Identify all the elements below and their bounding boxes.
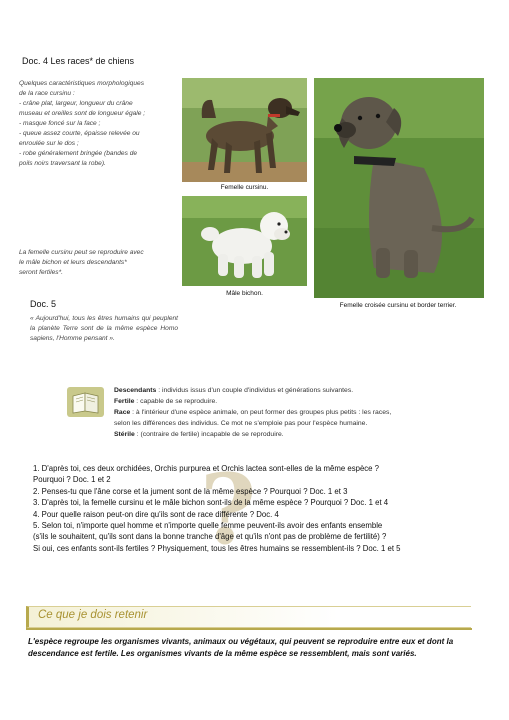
question-line: 4. Pour quelle raison peut-on dire qu'ils sont de race différente ? Doc. 4 [33,509,279,519]
question-line: Pourquoi ? Doc. 1 et 2 [33,475,111,485]
book-icon [67,387,104,417]
glossary-entry [114,429,454,440]
characteristic-line: - masque foncé sur la face ; [19,120,101,127]
characteristic-line: de la race cursinu : [19,90,75,97]
glossary [114,385,454,440]
glossary-entry [114,385,454,396]
characteristic-line: - queue assez courte, épaisse relevée ou [19,130,140,137]
glossary-term: Stérile [114,431,135,438]
question-line: 3. D'après toi, la femelle cursinu et le mâle bichon sont-ils de la même espèce ? Pourquoi ? Doc. 1 et 4 [33,498,389,508]
doc5-quote: « Aujourd'hui, tous les êtres humains qui peuplent la planète Terre sont de la même espèce Homo sapiens, l'Homme pensant ». [30,315,178,342]
cursinu-caption: Femelle cursinu. [220,184,269,191]
question-line: 1. D'après toi, ces deux orchidées, Orchis purpurea et Orchis lactea sont-elles de la même espèce ? [33,464,380,473]
question-line: 5. Selon toi, n'importe quel homme et n'importe quelle femme peuvent-ils avoir des enfants ensemble [33,521,383,531]
question-mark-icon: ? [200,453,257,566]
glossary-definition: : capable de se reproduire. [134,398,218,405]
glossary-definition: : individus issus d'un couple d'individus et générations suivantes. [156,387,354,394]
reproduction-text [19,248,177,278]
retenir-text: L'espèce regroupe les organismes vivants, animaux ou végétaux, qui peuvent se reproduire entre eux et dont la descendance est fertile. Les organismes vivants de la même espèce se ressemblent, mais sont variés. [28,637,454,658]
glossary-term: Descendants [114,387,157,394]
characteristic-line: poils noirs traversant la robe). [19,160,106,167]
question-line: (s'ils le souhaitent, qu'ils sont dans la bonne tranche d'âge et qu'ils n'ont pas de problème de fertilité) ? [33,532,387,542]
cross-breed-caption: Femelle croisée cursinu et border terrier. [339,302,457,309]
characteristic-line: - crâne plat, largeur, longueur du crâne [19,100,133,107]
questions-list [33,463,493,554]
question-line: 2. Penses-tu que l'âne corse et la jument sont de la même espèce ? Pourquoi ? Doc. 1 et 3 [33,486,348,496]
glossary-term: Fertile [114,398,135,405]
reproduction-line: le mâle bichon et leurs descendants* [19,259,127,266]
doc5-title: Doc. 5 [30,299,57,309]
cross-breed-photo [314,78,484,298]
doc4-title: Doc. 4 Les races* de chiens [22,56,135,66]
cursinu-characteristics [19,79,174,169]
cursinu-photo [182,78,307,182]
glossary-definition: : (contraire de fertile) incapable de se reproduire. [134,431,284,438]
question-line: Si oui, ces enfants sont-ils fertiles ? Physiquement, tous les êtres humains se ressemblent-ils ? Doc. 1 et 5 [33,543,401,553]
reproduction-line: seront fertiles*. [19,269,63,276]
glossary-entry [114,418,454,429]
retenir-title: Ce que je dois retenir [38,609,148,621]
glossary-entry [114,396,454,407]
characteristic-line: Quelques caractéristiques morphologiques [19,80,144,87]
retenir-divider [26,628,472,630]
glossary-definition: selon les différences des individus. Ce mot ne s'emploie pas pour l'espèce humaine. [114,420,368,427]
bichon-photo [182,196,307,286]
reproduction-line: La femelle cursinu peut se reproduire avec [19,249,144,256]
glossary-term: Race [114,409,131,416]
characteristic-line: - robe généralement bringée (bandes de [19,150,138,157]
glossary-definition: : à l'intérieur d'une espèce animale, on peut former des groupes plus petits : les races, [130,409,392,416]
glossary-entry [114,407,454,418]
characteristic-line: enroulée sur le dos ; [19,140,79,147]
characteristic-line: museau et oreilles sont de longueur égale ; [19,110,146,117]
bichon-caption: Mâle bichon. [226,290,263,297]
